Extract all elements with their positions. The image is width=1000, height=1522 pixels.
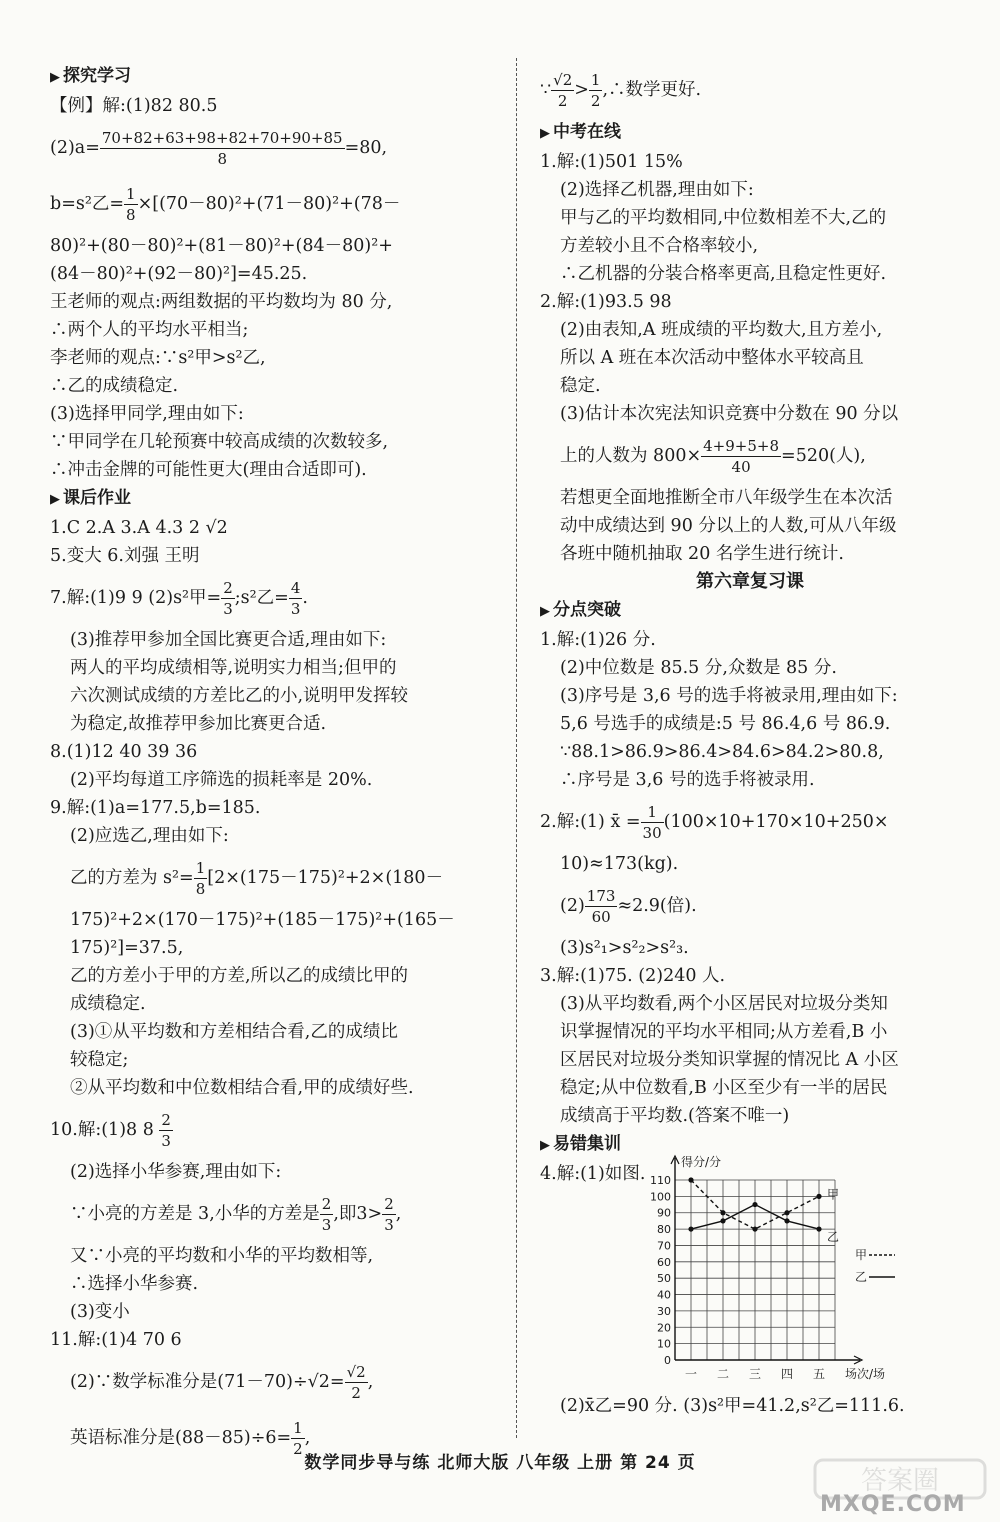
right-text-line: 2.解:(1)93.5 98 bbox=[540, 292, 672, 312]
left-formula-line bbox=[50, 570, 500, 626]
left-text-line: 两人的平均成绩相等,说明实力相当;但甲的 bbox=[70, 658, 397, 678]
left-text-line: 175)²]=37.5, bbox=[70, 938, 184, 958]
left-text-line: (84－80)²+(92－80)²]=45.25. bbox=[50, 264, 308, 284]
right-text-line: 方差较小且不合格率较小, bbox=[560, 236, 759, 256]
right-text-line: 稳定;从中位数看,B 小区至少有一半的居民 bbox=[560, 1078, 888, 1098]
legend-label: 甲 bbox=[855, 1248, 868, 1262]
left-text-line: 【例】解:(1)82 80.5 bbox=[50, 96, 218, 116]
fraction bbox=[585, 886, 618, 927]
right-text-line: (3)从平均数看,两个小区居民对垃圾分类知 bbox=[560, 994, 888, 1014]
right-text-line: 动中成绩达到 90 分以上的人数,可从八年级 bbox=[560, 516, 897, 536]
formula-suffix: , bbox=[395, 1204, 402, 1224]
numerator: 2 bbox=[223, 579, 233, 597]
denominator: 40 bbox=[731, 458, 751, 476]
denominator: 8 bbox=[195, 880, 206, 898]
left-text-line: ②从平均数和中位数相结合看,甲的成绩好些. bbox=[70, 1078, 414, 1098]
series-end-label: 甲 bbox=[827, 1187, 840, 1202]
fraction bbox=[551, 70, 574, 111]
left-text-line: (3)变小 bbox=[70, 1302, 130, 1322]
formula-suffix: > bbox=[574, 80, 589, 100]
svg-text:答案圈: 答案圈 bbox=[860, 1466, 940, 1496]
series-end-label: 乙 bbox=[827, 1230, 840, 1245]
formula-suffix: (100×10+170×10+250× bbox=[663, 812, 889, 832]
left-text-line: 8.(1)12 40 39 36 bbox=[50, 742, 198, 762]
formula-suffix: =80, bbox=[344, 138, 388, 158]
data-point bbox=[752, 1226, 757, 1231]
formula-suffix: ×[(70－80)²+(71－80)²+(78－ bbox=[137, 194, 401, 214]
right-text-line: ∴序号是 3,6 号的选手将被录用. bbox=[560, 770, 815, 790]
left-column bbox=[50, 62, 500, 1466]
numerator: 1 bbox=[293, 1419, 303, 1437]
x-tick-label: 五 bbox=[812, 1367, 826, 1380]
numerator: 2 bbox=[384, 1195, 394, 1213]
legend-label: 乙 bbox=[855, 1270, 868, 1284]
numerator: √2 bbox=[553, 71, 573, 89]
denominator: 3 bbox=[321, 1216, 332, 1234]
left-text-line: 11.解:(1)4 70 6 bbox=[50, 1330, 182, 1350]
right-text-line: 各班中随机抽取 20 名学生进行统计. bbox=[560, 544, 844, 564]
data-point bbox=[720, 1218, 725, 1223]
fraction bbox=[589, 70, 603, 111]
y-axis-label: 得分/分 bbox=[681, 1155, 722, 1169]
fraction bbox=[701, 436, 781, 477]
left-formula-line bbox=[50, 1354, 500, 1410]
formula-suffix: ≈2.9(倍). bbox=[617, 896, 697, 916]
denominator: 2 bbox=[293, 1440, 303, 1458]
formula-prefix: 英语标准分是(88－85)÷6= bbox=[70, 1428, 292, 1448]
left-text-line: 成绩稳定. bbox=[70, 994, 146, 1014]
left-formula-line bbox=[50, 850, 500, 906]
x-tick-label: 四 bbox=[780, 1367, 794, 1380]
left-text-line: ∴两个人的平均水平相当; bbox=[50, 320, 249, 340]
data-point bbox=[688, 1177, 693, 1182]
right-text-line: 稳定. bbox=[560, 376, 601, 396]
y-tick-label: 0 bbox=[664, 1354, 671, 1367]
section-heading: ▶ 探究学习 bbox=[50, 62, 500, 92]
fraction bbox=[159, 1110, 173, 1151]
right-text-line: 5,6 号选手的成绩是:5 号 86.4,6 号 86.9. bbox=[560, 714, 891, 734]
right-text-line: (3)序号是 3,6 号的选手将被录用,理由如下: bbox=[560, 686, 898, 706]
formula-prefix: 10.解:(1)8 8 bbox=[50, 1120, 160, 1140]
right-text-line: ∵88.1>86.9>86.4>84.6>84.2>80.8, bbox=[560, 742, 884, 762]
left-text-line: (3)推荐甲参加全国比赛更合适,理由如下: bbox=[70, 630, 387, 650]
formula-suffix: , bbox=[367, 1372, 374, 1392]
column-divider bbox=[516, 58, 517, 1438]
fraction bbox=[320, 1194, 334, 1235]
numerator: √2 bbox=[346, 1363, 366, 1381]
formula-suffix: ,即3> bbox=[333, 1204, 383, 1224]
page-footer: 数学同步导与练 北师大版 八年级 上册 第 24 页 bbox=[304, 1453, 696, 1473]
left-formula-line bbox=[50, 120, 500, 176]
denominator: 2 bbox=[557, 92, 568, 110]
left-text-line: (2)平均每道工序筛选的损耗率是 20%. bbox=[70, 770, 373, 790]
left-text-line: ∴冲击金牌的可能性更大(理由合适即可). bbox=[50, 460, 367, 480]
right-text-line: ∴乙机器的分装合格率更高,且稳定性更好. bbox=[560, 264, 887, 284]
denominator: 30 bbox=[642, 824, 662, 842]
y-tick-label: 50 bbox=[657, 1272, 671, 1286]
numerator: 4 bbox=[290, 579, 301, 597]
left-text-line: 乙的方差小于甲的方差,所以乙的成绩比甲的 bbox=[70, 966, 409, 986]
formula-suffix: [2×(175－175)²+2×(180－ bbox=[207, 868, 444, 888]
fraction bbox=[194, 858, 208, 899]
formula-prefix: ∵ bbox=[540, 80, 552, 100]
right-text-line: 识掌握情况的平均水平相同;从方差看,B 小 bbox=[560, 1022, 888, 1042]
formula-prefix: 7.解:(1)9 9 (2)s²甲= bbox=[50, 588, 222, 608]
left-text-line: 为稳定,故推荐甲参加比赛更合适. bbox=[70, 714, 327, 734]
left-text-line: ∵甲同学在几轮预赛中较高成绩的次数较多, bbox=[50, 432, 389, 452]
numerator: 70+82+63+98+82+70+90+85 bbox=[101, 129, 343, 147]
y-tick-label: 70 bbox=[657, 1239, 671, 1253]
formula-prefix: b=s²乙= bbox=[50, 194, 125, 214]
left-formula-line bbox=[50, 1186, 500, 1242]
denominator: 8 bbox=[126, 206, 136, 224]
data-point bbox=[816, 1226, 821, 1231]
y-tick-label: 20 bbox=[657, 1321, 671, 1335]
fraction bbox=[221, 578, 235, 619]
numerator: 2 bbox=[161, 1111, 171, 1129]
formula-suffix: , bbox=[304, 1428, 311, 1448]
left-text-line: ∴选择小华参赛. bbox=[70, 1274, 199, 1294]
section-heading: ▶ 课后作业 bbox=[50, 484, 500, 514]
left-text-line: 王老师的观点:两组数据的平均数均为 80 分, bbox=[50, 292, 393, 312]
right-column bbox=[540, 62, 960, 1188]
section-heading: ▶ 中考在线 bbox=[540, 118, 960, 148]
fraction bbox=[124, 184, 138, 225]
x-tick-label: 一 bbox=[684, 1367, 698, 1380]
fraction bbox=[100, 128, 345, 169]
y-tick-label: 40 bbox=[657, 1288, 671, 1302]
right-text-line: 1.解:(1)26 分. bbox=[540, 630, 656, 650]
y-tick-label: 90 bbox=[657, 1206, 671, 1220]
watermark-text: MXQE.COM bbox=[820, 1492, 966, 1517]
left-text-line: ∴乙的成绩稳定. bbox=[50, 376, 179, 396]
formula-suffix: ;s²乙= bbox=[234, 588, 289, 608]
y-tick-label: 100 bbox=[650, 1190, 671, 1204]
y-tick-label: 30 bbox=[657, 1304, 671, 1318]
right-text-line: 甲与乙的平均数相同,中位数相差不大,乙的 bbox=[560, 208, 887, 228]
data-point bbox=[784, 1210, 789, 1215]
left-text-line: 9.解:(1)a=177.5,b=185. bbox=[50, 798, 261, 818]
y-tick-label: 80 bbox=[657, 1223, 671, 1237]
right-formula-line bbox=[540, 794, 960, 850]
right-text-line: (3)s²₁>s²₂>s²₃. bbox=[560, 938, 689, 958]
denominator: 2 bbox=[590, 92, 601, 110]
right-text-line: 3.解:(1)75. (2)240 人. bbox=[540, 966, 726, 986]
data-point bbox=[784, 1218, 789, 1223]
formula-suffix: =520(人), bbox=[781, 446, 866, 466]
numerator: 1 bbox=[195, 859, 206, 877]
fraction bbox=[641, 802, 664, 843]
denominator: 3 bbox=[290, 600, 301, 618]
x-tick-label: 三 bbox=[748, 1367, 762, 1380]
right-formula-line bbox=[540, 878, 960, 934]
numerator: 4+9+5+8 bbox=[703, 437, 780, 455]
x-axis-label: 场次/场 bbox=[845, 1367, 886, 1380]
y-tick-label: 60 bbox=[657, 1255, 671, 1269]
right-text-line: (3)估计本次宪法知识竞赛中分数在 90 分以 bbox=[560, 404, 899, 424]
score-line-chart bbox=[635, 1150, 895, 1380]
denominator: 60 bbox=[591, 908, 611, 926]
left-text-line: 又∵小亮的平均数和小华的平均数相等, bbox=[70, 1246, 374, 1266]
numerator: 173 bbox=[586, 887, 616, 905]
formula-suffix: . bbox=[302, 588, 308, 608]
left-text-line: (2)应选乙,理由如下: bbox=[70, 826, 229, 846]
left-text-line: 李老师的观点:∵s²甲>s²乙, bbox=[50, 348, 266, 368]
denominator: 3 bbox=[161, 1132, 171, 1150]
left-text-line: 六次测试成绩的方差比乙的小,说明甲发挥较 bbox=[70, 686, 409, 706]
denominator: 2 bbox=[351, 1384, 361, 1402]
numerator: 2 bbox=[321, 1195, 332, 1213]
formula-prefix: (2) bbox=[560, 896, 585, 916]
formula-prefix: (2)a= bbox=[50, 138, 100, 158]
y-tick-label: 110 bbox=[650, 1174, 671, 1187]
fraction bbox=[382, 1194, 396, 1235]
left-text-line: 175)²+2×(170－175)²+(185－175)²+(165－ bbox=[70, 910, 455, 930]
right-text-line: (2)中位数是 85.5 分,众数是 85 分. bbox=[560, 658, 837, 678]
right-formula-line bbox=[540, 428, 960, 484]
right-text-line: 成绩高于平均数.(答案不唯一) bbox=[560, 1106, 790, 1126]
data-point bbox=[688, 1226, 693, 1231]
fraction bbox=[345, 1362, 368, 1403]
right-formula-line bbox=[540, 62, 960, 118]
answer-4-part-2-3: (2)x̄乙=90 分. (3)s²甲=41.2,s²乙=111.6. bbox=[560, 1396, 905, 1416]
denominator: 3 bbox=[384, 1216, 394, 1234]
left-formula-line bbox=[50, 1102, 500, 1158]
left-text-line: 5.变大 6.刘强 王明 bbox=[50, 546, 200, 566]
data-point bbox=[816, 1194, 821, 1199]
formula-suffix: ,∴数学更好. bbox=[602, 80, 702, 100]
left-text-line: (3)选择甲同学,理由如下: bbox=[50, 404, 244, 424]
left-text-line: 较稳定; bbox=[70, 1050, 129, 1070]
left-formula-line bbox=[50, 176, 500, 232]
denominator: 3 bbox=[223, 600, 233, 618]
section-heading: ▶ 分点突破 bbox=[540, 596, 960, 626]
left-text-line: (3)①从平均数和方差相结合看,乙的成绩比 bbox=[70, 1022, 398, 1042]
right-text-line: 所以 A 班在本次活动中整体水平较高且 bbox=[560, 348, 864, 368]
numerator: 1 bbox=[641, 802, 664, 823]
left-text-line: 1.C 2.A 3.A 4.3 2 √2 bbox=[50, 518, 228, 538]
right-text-line: 4.解:(1)如图. bbox=[540, 1164, 646, 1184]
chapter-title: 第六章复习课 bbox=[696, 571, 804, 592]
formula-prefix: 上的人数为 800× bbox=[560, 446, 702, 466]
right-text-line: 若想更全面地推断全市八年级学生在本次活 bbox=[560, 488, 893, 508]
y-tick-label: 10 bbox=[657, 1337, 671, 1351]
formula-prefix: 乙的方差为 s²= bbox=[70, 868, 194, 888]
formula-prefix: ∵小亮的方差是 3,小华的方差是 bbox=[70, 1204, 320, 1224]
numerator: 1 bbox=[590, 71, 601, 89]
data-point bbox=[752, 1202, 757, 1207]
x-tick-label: 二 bbox=[716, 1367, 730, 1380]
formula-prefix: 2.解:(1) x̄ = bbox=[540, 812, 641, 832]
left-text-line: (2)选择小华参赛,理由如下: bbox=[70, 1162, 282, 1182]
right-text-line: 10)≈173(kg). bbox=[560, 854, 679, 874]
denominator: 8 bbox=[217, 150, 227, 168]
right-text-line: (2)由表知,A 班成绩的平均数大,且方差小, bbox=[560, 320, 883, 340]
right-text-line: 1.解:(1)501 15% bbox=[540, 152, 683, 172]
data-point bbox=[720, 1210, 725, 1215]
fraction bbox=[289, 578, 303, 619]
left-text-line: 80)²+(80－80)²+(81－80)²+(84－80)²+ bbox=[50, 236, 393, 256]
section-heading: ▶ 易错集训 bbox=[540, 1130, 960, 1160]
right-text-line: 区居民对垃圾分类知识掌握的情况比 A 小区 bbox=[560, 1050, 899, 1070]
numerator: 1 bbox=[126, 185, 136, 203]
formula-prefix: (2)∵数学标准分是(71－70)÷√2= bbox=[70, 1372, 345, 1392]
right-text-line: (2)选择乙机器,理由如下: bbox=[560, 180, 754, 200]
